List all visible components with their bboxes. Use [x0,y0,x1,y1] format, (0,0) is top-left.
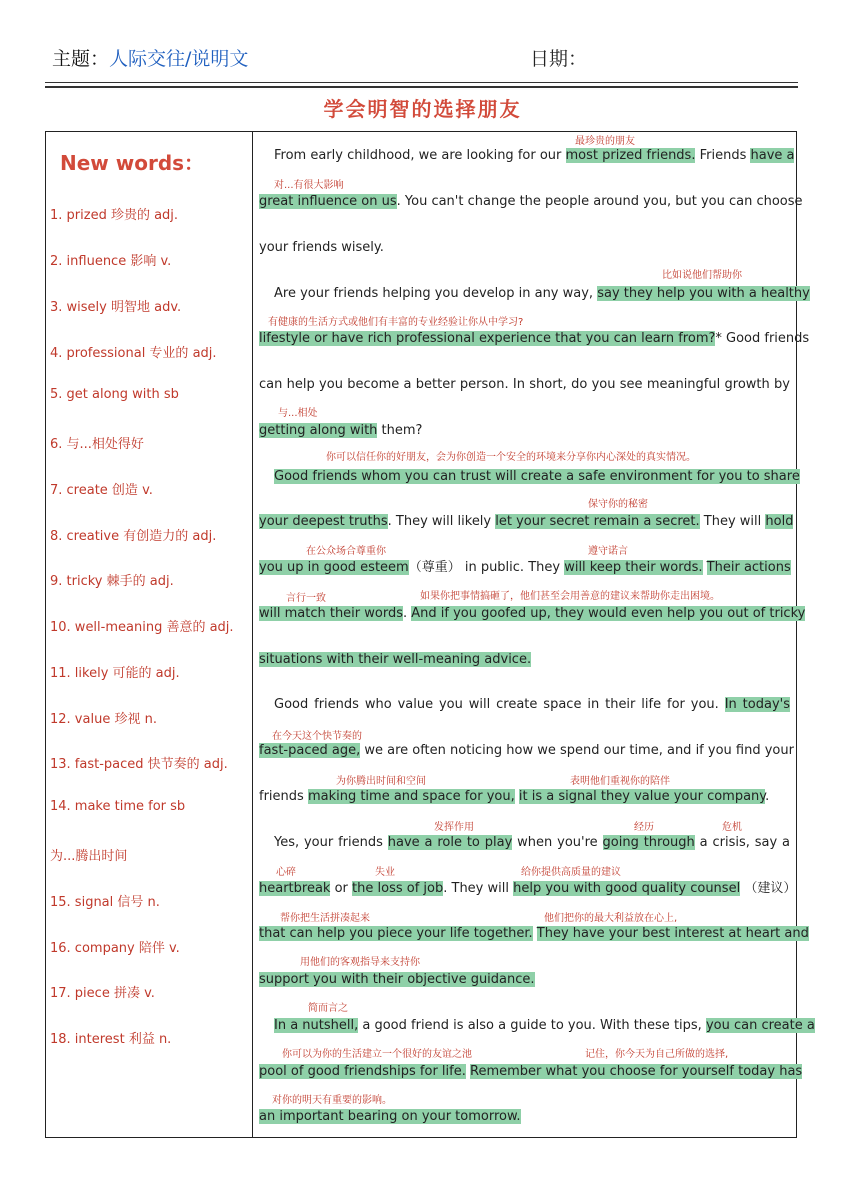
annotation: 最珍贵的朋友 [575,136,635,147]
annotation: 与...相处 [278,408,318,419]
highlighted-phrase: getting along with [259,423,378,438]
annotation: 言行一致 [286,593,326,604]
highlighted-phrase: In a nutshell, [274,1018,359,1033]
annotation: 你可以信任你的好朋友，会为你创造一个安全的环境来分享你内心深处的真实情况。 [326,452,696,463]
passage-text: friends [259,789,308,804]
passage-line [259,330,810,348]
annotation: 在今天这个快节奏的 [272,731,362,742]
annotation: 失业 [375,867,395,878]
highlighted-phrase: that can help you piece your life together. [259,926,533,941]
highlighted-phrase: Their actions [706,560,791,575]
annotation: 给你提供高质量的建议 [521,867,621,878]
vocab-item: 11. likely 可能的 adj. [50,666,180,681]
vocab-item: 6. 与...相处得好 [50,437,144,452]
highlighted-phrase: And if you goofed up, they would even help you out of tricky [411,606,806,621]
passage-text: your friends wisely. [259,240,384,255]
passage-line [259,1063,803,1081]
highlighted-phrase: have a role to play [387,835,513,850]
passage-line [274,696,790,714]
passage-text: * Good friends [715,331,810,346]
passage-text: . They will [443,881,514,896]
passage-text: when you're [512,835,603,850]
passage-text: Friends [695,148,751,163]
vocab-item: 17. piece 拼凑 v. [50,986,155,1001]
highlighted-phrase: In today's [724,697,790,712]
vocab-item: 7. create 创造 v. [50,483,153,498]
passage-text: or [330,881,353,896]
passage-line [274,1017,815,1035]
passage-text: a good friend is also a guide to you. With these tips, [358,1018,706,1033]
vocab-item: 9. tricky 棘手的 adj. [50,574,174,589]
passage-text: them? [377,423,423,438]
highlighted-phrase: Good friends whom you can trust will create a safe environment for you to share [274,469,800,484]
highlighted-phrase: an important bearing on your tomorrow. [259,1109,521,1124]
vocab-item: 10. well-meaning 善意的 adj. [50,620,234,635]
highlighted-phrase: support you with their objective guidance. [259,972,535,987]
passage-text: They will [699,514,766,529]
highlighted-phrase: let your secret remain a secret. [495,514,700,529]
topic-value: 人际交往/说明文 [109,48,249,70]
annotation: 保守你的秘密 [588,499,648,510]
annotation: 表明他们重视你的陪伴 [570,776,670,787]
annotation: 发挥作用 [434,822,474,833]
passage-line [259,193,803,211]
highlighted-phrase: situations with their well-meaning advice. [259,652,532,667]
passage-line [259,559,790,577]
highlighted-phrase: lifestyle or have rich professional experience that you can learn from? [259,331,716,346]
topic-label: 主题： [52,48,110,70]
highlighted-phrase: great influence on us [259,194,397,209]
annotation: 对...有很大影响 [274,180,344,191]
annotation: 遵守诺言 [588,546,628,557]
highlighted-phrase: will keep their words. [564,560,703,575]
passage-line [259,513,794,531]
passage-line [259,239,790,257]
passage-text: a crisis, say a [694,835,791,850]
passage-text: can help you become a better person. In short, do you see meaningful growth by [259,377,790,392]
passage-text: From early childhood, we are looking for our [274,148,566,163]
highlighted-phrase: will match their words [259,606,403,621]
highlighted-phrase: the loss of job [352,881,444,896]
vocab-item: 13. fast-paced 快节奏的 adj. [50,757,228,772]
vocab-item: 5. get along with sb [50,387,179,402]
passage-line [259,1108,790,1126]
annotation: 为你腾出时间和空间 [336,776,426,787]
vocab-item: 4. professional 专业的 adj. [50,346,217,361]
passage-line [259,376,790,394]
header-divider-thick [45,86,798,88]
annotation: 他们把你的最大利益放在心上, [544,913,678,924]
annotation: 危机 [722,822,742,833]
passage-line [274,285,810,303]
highlighted-phrase: your deepest truths [259,514,388,529]
annotation: 在公众场合尊重你 [306,546,386,557]
page-title: 学会明智的选择朋友 [323,97,522,121]
highlighted-phrase: going through [602,835,695,850]
annotation: 对你的明天有重要的影响。 [272,1095,392,1106]
highlighted-phrase: you up in good esteem [259,560,409,575]
annotation: 有健康的生活方式或他们有丰富的专业经验让你从中学习? [268,317,524,328]
highlighted-phrase: it is a signal they value your company [518,789,766,804]
passage-text: . [765,789,770,804]
annotation: 如果你把事情搞砸了，他们甚至会用善意的建议来帮助你走出困境。 [420,591,720,602]
annotation: 帮你把生活拼凑起来 [280,913,370,924]
highlighted-phrase: help you with good quality counsel [513,881,741,896]
highlighted-phrase: Remember what you choose for yourself today has [470,1064,803,1079]
passage-line [274,834,790,852]
highlighted-phrase: They have your best interest at heart and [536,926,809,941]
new-words-heading: New words： [60,151,205,175]
passage-line [259,422,790,440]
passage-line [259,742,794,760]
vocab-item: 12. value 珍视 n. [50,712,157,727]
annotation: 比如说他们帮助你 [662,270,742,281]
topic-header [52,44,248,71]
passage-text: Are your friends helping you develop in any way, [274,286,598,301]
passage-text: Yes, your friends [274,835,388,850]
annotation: 心碎 [276,867,296,878]
highlighted-phrase: fast-paced age, [259,743,361,758]
vocab-item: 1. prized 珍贵的 adj. [50,208,179,223]
vocab-item: 3. wisely 明智地 adv. [50,300,182,315]
highlighted-phrase: pool of good friendships for life. [259,1064,466,1079]
passage-line [274,468,800,486]
passage-line [259,605,806,623]
highlighted-phrase: heartbreak [259,881,331,896]
annotation: 记住，你今天为自己所做的选择, [585,1049,729,1060]
passage-text: . You can't change the people around you, but you can choose [396,194,803,209]
annotation: 简而言之 [308,1003,348,1014]
vocab-item: 15. signal 信号 n. [50,895,160,910]
passage-line [259,880,797,898]
vocab-item: 2. influence 影响 v. [50,254,172,269]
passage-line [259,925,809,943]
passage-line [259,788,790,806]
passage-text: （尊重） in public. They [408,560,565,575]
vocab-item: 8. creative 有创造力的 adj. [50,529,217,544]
highlighted-phrase: you can create a [705,1018,815,1033]
passage-text: . [403,606,412,621]
annotation: 用他们的客观指导来支持你 [300,957,420,968]
passage-text: Good friends who value you will create space in their life for you. [274,697,725,712]
highlighted-phrase: hold [765,514,794,529]
passage-line [274,147,795,165]
annotation: 你可以为你的生活建立一个很好的友谊之池 [282,1049,472,1060]
passage-text: . They will likely [387,514,496,529]
vocab-item: 18. interest 利益 n. [50,1032,172,1047]
highlighted-phrase: say they help you with a healthy [597,286,810,301]
passage-line [259,651,790,669]
highlighted-phrase: have a [750,148,795,163]
passage-text: we are often noticing how we spend our time, and if you find your [360,743,794,758]
column-divider [252,131,253,1138]
vocab-item: 为...腾出时间 [50,849,128,864]
highlighted-phrase: most prized friends. [565,148,696,163]
header-divider [45,82,798,83]
vocab-item: 16. company 陪伴 v. [50,941,180,956]
passage-text: （建议） [740,881,797,896]
vocab-item: 14. make time for sb [50,799,186,814]
date-label: 日期： [530,48,588,70]
annotation: 经历 [634,822,654,833]
passage-line [259,971,790,989]
highlighted-phrase: making time and space for you, [307,789,515,804]
